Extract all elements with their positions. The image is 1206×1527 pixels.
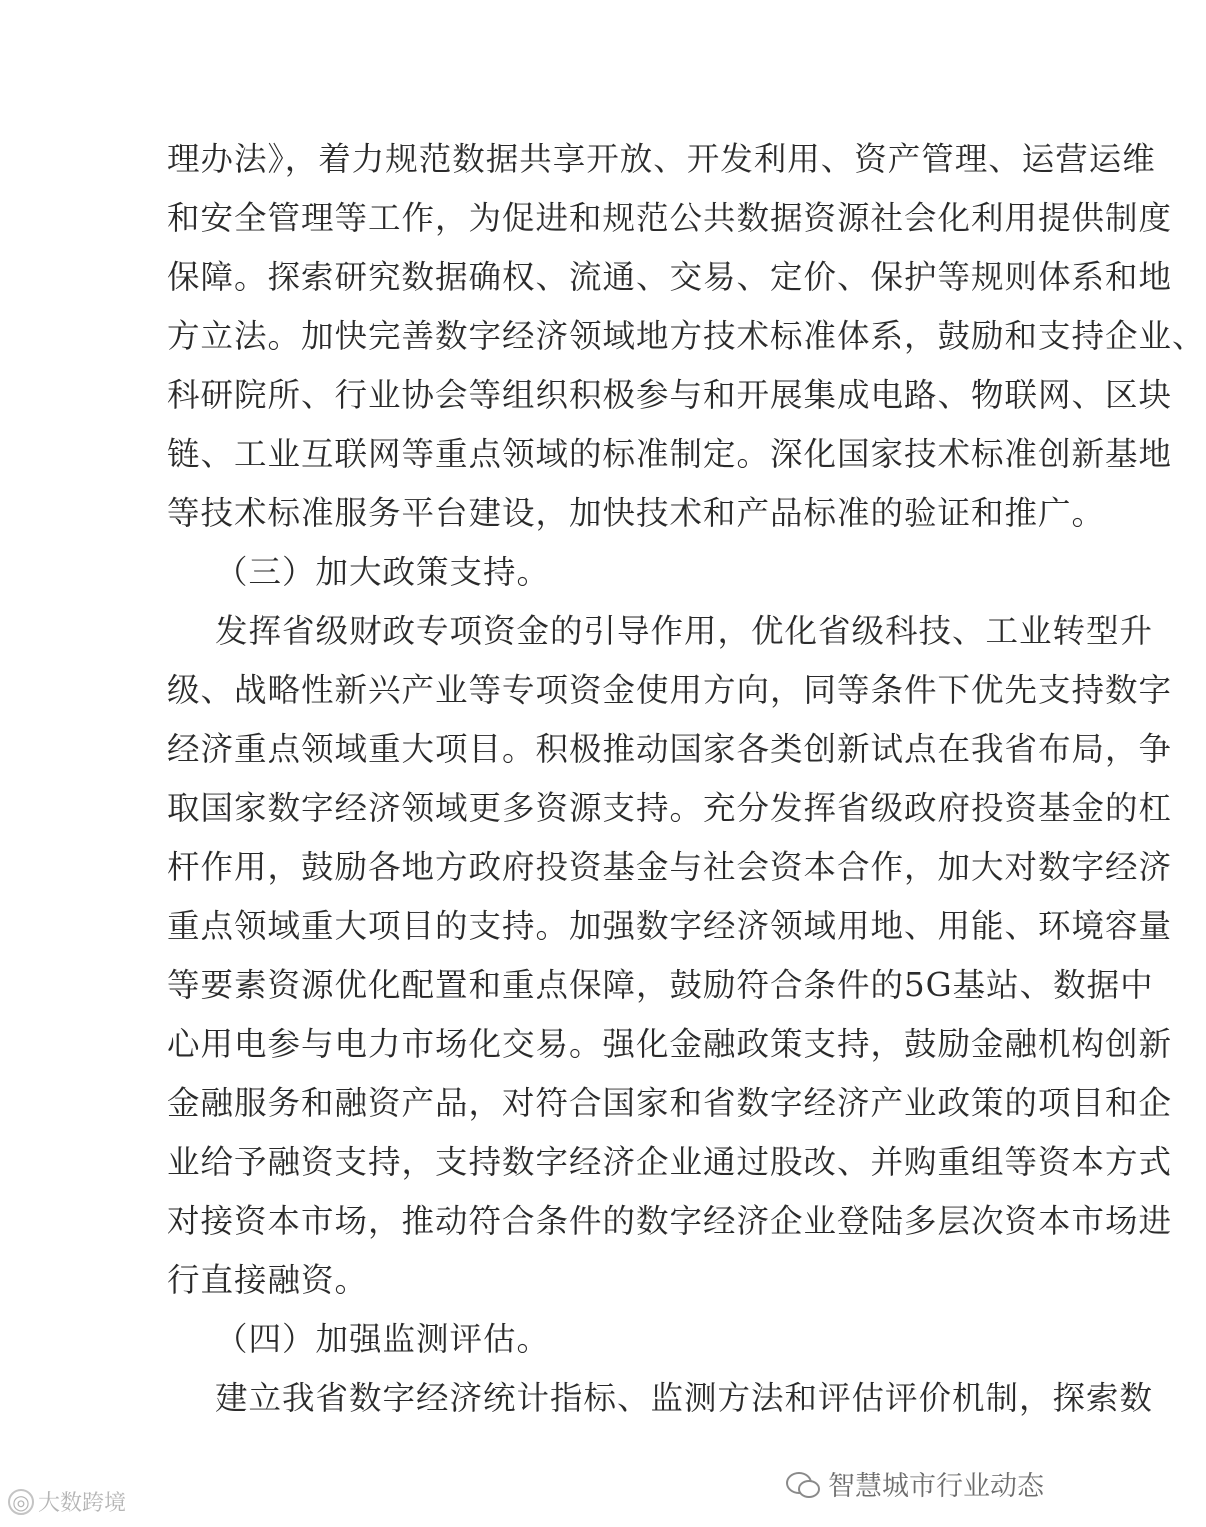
brand-watermark: [8, 1486, 126, 1517]
source-watermark: [786, 1464, 1044, 1503]
paragraph-line: 建立我省数字经济统计指标、监测方法和评估评价机制，探索数: [215, 1379, 1154, 1417]
wechat-icon: [786, 1470, 820, 1498]
paragraph-line: 对接资本市场，推动符合条件的数字经济企业登陆多层次资本市场进: [167, 1202, 1173, 1240]
paragraph-line: 等要素资源优化配置和重点保障，鼓励符合条件的5G基站、数据中: [167, 966, 1154, 1004]
section-3-heading: （三）加大政策支持。: [215, 553, 551, 591]
source-watermark-text: 智慧城市行业动态: [828, 1471, 1044, 1502]
brand-logo-icon: ◎: [8, 1489, 34, 1515]
paragraph-line: 业给予融资支持，支持数字经济企业通过股改、并购重组等资本方式: [167, 1143, 1173, 1181]
paragraph-line: 链、工业互联网等重点领域的标准制定。深化国家技术标准创新基地: [167, 435, 1173, 473]
document-body: [167, 130, 1206, 1428]
paragraph-line: 经济重点领域重大项目。积极推动国家各类创新试点在我省布局，争: [167, 730, 1173, 768]
section-4-heading: （四）加强监测评估。: [215, 1320, 551, 1358]
paragraph-line: 重点领域重大项目的支持。加强数字经济领域用地、用能、环境容量: [167, 907, 1173, 945]
paragraph-line: 保障。探索研究数据确权、流通、交易、定价、保护等规则体系和地: [167, 258, 1173, 296]
paragraph-line: 金融服务和融资产品，对符合国家和省数字经济产业政策的项目和企: [167, 1084, 1173, 1122]
brand-watermark-text: 大数跨境: [38, 1491, 127, 1516]
paragraph-line: 和安全管理等工作，为促进和规范公共数据资源社会化利用提供制度: [167, 199, 1173, 237]
paragraph-line: 取国家数字经济领域更多资源支持。充分发挥省级政府投资基金的杠: [167, 789, 1173, 827]
paragraph-line: 方立法。加快完善数字经济领域地方技术标准体系，鼓励和支持企业、: [167, 317, 1206, 355]
paragraph-line: 科研院所、行业协会等组织积极参与和开展集成电路、物联网、区块: [167, 376, 1173, 414]
paragraph-line: 行直接融资。: [167, 1261, 369, 1299]
paragraph-line: 心用电参与电力市场化交易。强化金融政策支持，鼓励金融机构创新: [167, 1025, 1173, 1063]
paragraph-line: 级、战略性新兴产业等专项资金使用方向，同等条件下优先支持数字: [167, 671, 1173, 709]
paragraph-line: 等技术标准服务平台建设，加快技术和产品标准的验证和推广。: [167, 494, 1106, 532]
paragraph-line: 发挥省级财政专项资金的引导作用，优化省级科技、工业转型升: [215, 612, 1154, 650]
paragraph-line: 理办法》，着力规范数据共享开放、开发利用、资产管理、运营运维: [167, 140, 1156, 178]
paragraph-line: 杆作用，鼓励各地方政府投资基金与社会资本合作，加大对数字经济: [167, 848, 1173, 886]
